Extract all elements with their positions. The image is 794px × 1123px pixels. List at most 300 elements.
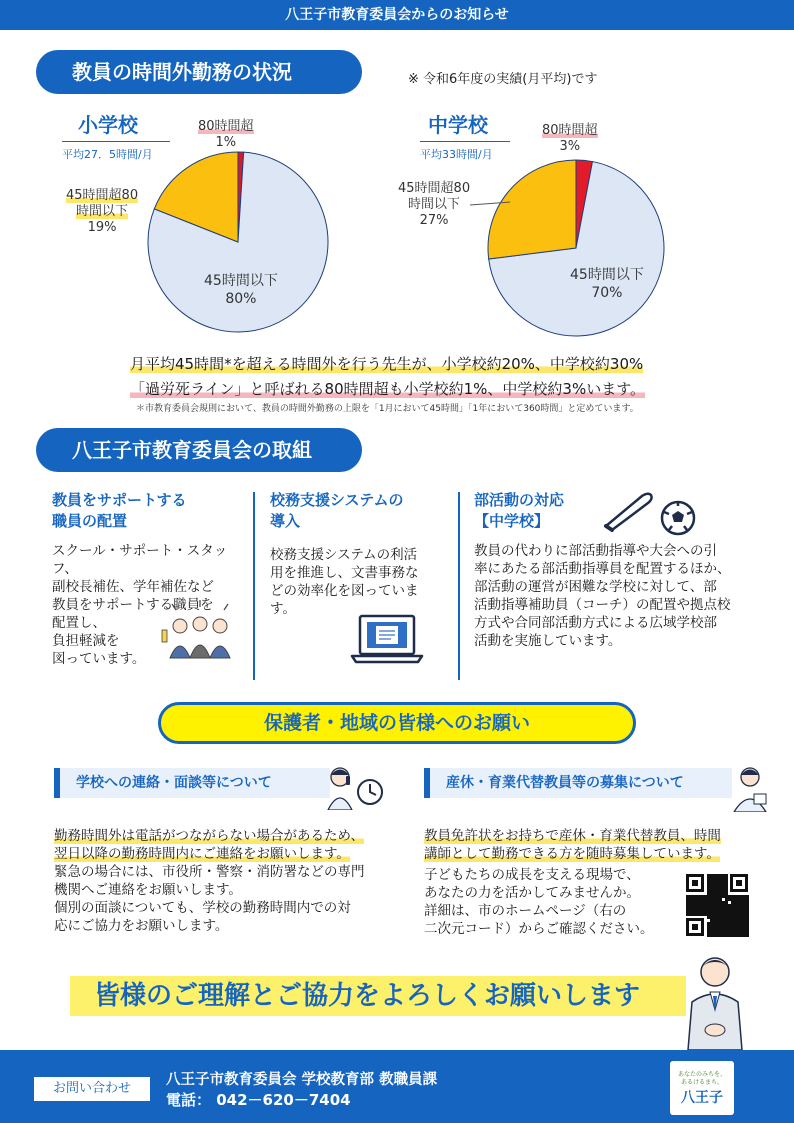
qr-module [737,898,740,901]
qr-module [740,898,743,901]
qr-module [713,928,716,931]
qr-module [716,922,719,925]
qr-module [716,910,719,913]
qr-module [710,931,713,934]
qr-module [737,934,740,937]
summary-line-1: 月平均45時間*を超える時間外を行う先生が、小学校約20%、中学校約30% [130,355,644,373]
recruit-line: 講師として勤務できる方を随時募集しています。 [424,846,720,862]
qr-module [686,913,689,916]
qr-module [707,904,710,907]
qr-module [707,880,710,883]
contact-line: 緊急の場合には、市役所・警察・消防署などの専門 [54,864,365,880]
qr-module [716,895,719,898]
qr-module [722,904,725,907]
qr-module [692,907,695,910]
initiative-club-title1: 部活動の対応 [474,491,565,509]
qr-module [737,910,740,913]
qr-module [746,922,749,925]
qr-module [710,916,713,919]
qr-module [725,892,728,895]
qr-module [722,931,725,934]
qr-module [707,877,710,880]
junior-over80-pct: 3% [559,139,581,154]
overtime-footnote: ＊市教育委員会規則において、教員の時間外勤務の上限を「1月において45時間」「1年において360時間」と定めています。 [136,404,639,414]
qr-module [728,910,731,913]
qr-module [743,919,746,922]
qr-module [737,916,740,919]
qr-module [740,895,743,898]
recruit-line: 詳細は、市のホームページ（右の [424,903,627,919]
qr-module [713,919,716,922]
qr-module [743,895,746,898]
qr-module [719,922,722,925]
qr-module [731,931,734,934]
contact-line: 機関へご連絡をお願いします。 [54,882,242,898]
qr-module [743,934,746,937]
qr-module [746,904,749,907]
qr-module [725,913,728,916]
qr-module [746,925,749,928]
qr-module [689,895,692,898]
qr-module [728,916,731,919]
qr-module [713,901,716,904]
qr-module [686,898,689,901]
elementary-mid-text1: 45時間超80 [66,188,139,203]
logo-tagline-1: あなたのみちを、 [677,1071,726,1078]
qr-module [707,892,710,895]
qr-module [704,913,707,916]
qr-module [725,883,728,886]
qr-module [728,907,731,910]
recruit-paragraph-1 [424,827,721,863]
qr-module [722,886,725,889]
qr-module [707,907,710,910]
qr-module [734,907,737,910]
qr-module [716,925,719,928]
qr-module [713,934,716,937]
qr-module [728,934,731,937]
contact-line: 個別の面談についても、学校の勤務時間内での対 [54,900,351,916]
qr-module [707,928,710,931]
qr-module [710,874,713,877]
qr-module [725,922,728,925]
qr-module [740,934,743,937]
initiative-club-line: 活動を実施しています。 [474,633,622,649]
qr-module [725,874,728,877]
qr-module [686,895,689,898]
qr-module [701,904,704,907]
qr-module [716,931,719,934]
qr-module [725,925,728,928]
qr-module [689,913,692,916]
qr-module [728,928,731,931]
qr-module [689,901,692,904]
qr-module [719,904,722,907]
qr-module [743,916,746,919]
contact-label: お問い合わせ [34,1077,150,1101]
qr-module [719,880,722,883]
junior-low-text: 45時間以下 [570,267,644,283]
qr-module [734,895,737,898]
qr-module [722,928,725,931]
junior-average: 平均33時間/月 [420,141,510,162]
qr-module [719,913,722,916]
qr-module [722,934,725,937]
initiative-staff-line: 副校長補佐、学年補佐など [52,579,214,595]
overtime-heading: 教員の時間外勤務の状況 [36,50,362,94]
qr-module [710,913,713,916]
qr-module [716,886,719,889]
initiative-system-line: す。 [270,601,296,617]
qr-module [710,925,713,928]
junior-pie-slices [488,160,664,336]
qr-module [707,895,710,898]
qr-module [695,895,698,898]
qr-module [725,880,728,883]
qr-module [713,916,716,919]
elementary-over80-text: 80時間超 [198,119,254,134]
qr-module [740,925,743,928]
qr-module [740,904,743,907]
qr-module [713,880,716,883]
qr-module [740,913,743,916]
junior-over80-text: 80時間超 [542,123,598,138]
initiative-staff-line: 配置し、 [52,615,106,631]
qr-module [737,922,740,925]
qr-module [716,877,719,880]
qr-module [728,904,731,907]
qr-module [734,931,737,934]
qr-module [722,913,725,916]
qr-module [731,919,734,922]
initiative-system-line: どの効率化を図っていま [270,583,419,599]
qr-module [719,919,722,922]
qr-module [713,895,716,898]
qr-module [704,910,707,913]
initiatives-divider-2 [458,492,460,680]
qr-module [716,880,719,883]
qr-module [734,901,737,904]
qr-module [713,907,716,910]
teacher-person-icon [728,764,772,812]
qr-module [716,916,719,919]
qr-module [722,916,725,919]
qr-module [731,934,734,937]
qr-module [710,886,713,889]
qr-module [710,904,713,907]
qr-module [719,907,722,910]
qr-module [698,895,701,898]
initiatives-heading: 八王子市教育委員会の取組 [36,428,362,472]
qr-module [692,910,695,913]
qr-module [710,883,713,886]
qr-module [731,895,734,898]
qr-module [731,898,734,901]
qr-module [716,874,719,877]
qr-module [743,913,746,916]
qr-module [722,922,725,925]
junior-mid-text1: 45時間超80 [398,181,471,196]
recruit-line: 二次元コード）からご確認ください。 [424,921,654,937]
qr-module [740,919,743,922]
qr-module [713,910,716,913]
qr-module [716,898,719,901]
qr-module [701,907,704,910]
qr-module [722,889,725,892]
qr-module [710,892,713,895]
initiative-staff-line: 図っています。 [52,651,146,667]
qr-module [695,904,698,907]
qr-module [716,883,719,886]
qr-module [746,901,749,904]
qr-module [734,916,737,919]
qr-module [698,901,701,904]
closing-message: 皆様のご理解とご協力をよろしくお願いします [70,976,686,1016]
qr-module [743,925,746,928]
qr-module [725,898,728,901]
staff-team-illustration-icon [160,600,242,660]
qr-module [710,922,713,925]
qr-module [716,892,719,895]
qr-module [746,919,749,922]
qr-module [713,925,716,928]
initiative-club-line: 部活動の運営が困難な学校に対して、部 [474,579,717,595]
initiative-club-line: 率にあたる部活動指導員を配置するほか、 [474,561,731,577]
qr-module [731,907,734,910]
qr-module [713,904,716,907]
qr-module [743,931,746,934]
qr-module [710,910,713,913]
qr-module [740,901,743,904]
qr-module [731,910,734,913]
qr-module [707,916,710,919]
qr-module [698,907,701,910]
qr-module [701,901,704,904]
qr-module [728,931,731,934]
initiative-staff-line: 教員をサポートする職員を [52,597,214,613]
qr-module [704,904,707,907]
elementary-average: 平均27．5時間/月 [62,141,170,162]
qr-module [695,910,698,913]
elementary-mid-text2: 時間以下 [76,204,129,219]
initiative-club-line: 活動指導補助員（コーチ）の配置や拠点校 [474,597,731,613]
qr-module [746,934,749,937]
qr-module [689,904,692,907]
qr-module [725,916,728,919]
junior-low-pct: 70% [591,285,623,301]
recruit-subhead: 産休・育業代替教員等の募集について [424,768,732,798]
qr-module [737,928,740,931]
qr-module [722,919,725,922]
qr-module [722,925,725,928]
initiative-staff-title2: 職員の配置 [52,512,128,530]
qr-module [710,919,713,922]
qr-module [728,895,731,898]
qr-module [719,886,722,889]
soccer-ball-icon [660,500,696,536]
qr-module [737,913,740,916]
qr-module [707,901,710,904]
qr-module [704,898,707,901]
qr-module [701,910,704,913]
qr-module [716,901,719,904]
contact-paragraph-2 [54,863,365,935]
qr-module [713,931,716,934]
qr-module [725,910,728,913]
logo-tagline [670,1061,734,1087]
qr-module [719,925,722,928]
qr-module [731,901,734,904]
qr-module [692,904,695,907]
qr-module [725,928,728,931]
qr-module [719,889,722,892]
junior-title: 中学校 [428,113,488,137]
qr-module [740,916,743,919]
initiatives-divider-1 [253,492,255,680]
qr-module [719,892,722,895]
qr-module [725,895,728,898]
qr-module [707,922,710,925]
qr-module [719,916,722,919]
qr-module [689,907,692,910]
request-heading: 保護者・地域の皆様へのお願い [158,702,636,744]
qr-module [725,934,728,937]
qr-module [728,925,731,928]
qr-module [686,910,689,913]
footer-organization: 八王子市教育委員会 学校教育部 教職員課 [166,1072,438,1088]
period-note: ※ 令和6年度の実績(月平均)です [408,72,598,87]
qr-module [713,886,716,889]
contact-subhead: 学校への連絡・面談等について [54,768,330,798]
qr-module [734,898,737,901]
summary-line-2: 「過労死ライン」と呼ばれる80時間超も小学校約1%、中学校約3%います。 [130,380,646,398]
qr-module [719,910,722,913]
recruit-line: 子どもたちの成長を支える現場で、 [424,867,640,883]
qr-module [722,892,725,895]
qr-module [716,904,719,907]
qr-module [707,910,710,913]
qr-module [716,934,719,937]
qr-module [725,877,728,880]
elementary-low-label [204,272,278,308]
qr-module [725,901,728,904]
qr-module [737,919,740,922]
junior-mid-pct: 27% [419,213,449,228]
qr-module [707,889,710,892]
qr-module [713,892,716,895]
qr-module [710,928,713,931]
qr-module [698,910,701,913]
qr-module [707,874,710,877]
contact-line: 翌日以降の勤務時間内にご連絡をお願いします。 [54,846,350,862]
qr-module [686,907,689,910]
logo-name: 八王子 [681,1090,723,1106]
qr-module [719,883,722,886]
qr-module [746,928,749,931]
qr-module [734,922,737,925]
qr-module [746,916,749,919]
qr-module [746,913,749,916]
qr-module [734,925,737,928]
junior-mid-text2: 時間以下 [408,197,461,212]
qr-module [731,925,734,928]
qr-module [689,910,692,913]
qr-module [746,910,749,913]
junior-low-label [570,266,644,302]
qr-module [704,907,707,910]
qr-module [725,931,728,934]
recruit-line: 教員免許状をお持ちで産休・育業代替教員、時間 [424,828,721,844]
overtime-summary [130,352,645,402]
contact-line: 勤務時間外は電話がつながらない場合があるため、 [54,828,364,844]
qr-module [719,928,722,931]
qr-module [746,898,749,901]
qr-module [725,886,728,889]
phone-call-person-icon [324,764,386,810]
qr-module [728,919,731,922]
contact-paragraph-1 [54,827,364,863]
qr-module [707,883,710,886]
qr-module [704,901,707,904]
qr-module [743,904,746,907]
qr-module [731,904,734,907]
qr-module [740,907,743,910]
qr-module [716,907,719,910]
recruit-line: あなたの力を活かしてみませんか。 [424,885,640,901]
qr-module [716,889,719,892]
qr-module [734,934,737,937]
elementary-title: 小学校 [78,113,138,137]
footer-phone[interactable]: 電話： 042－620－7404 [166,1091,351,1109]
qr-module [725,907,728,910]
qr-module [710,934,713,937]
junior-pie-chart [486,158,666,338]
qr-module [743,928,746,931]
logo-tagline-2: あるけるまち。 [680,1079,723,1086]
qr-module [731,922,734,925]
qr-module [713,898,716,901]
qr-module [701,898,704,901]
header-banner: 八王子市教育委員会からのお知らせ [0,0,794,30]
qr-module [722,910,725,913]
qr-module [713,883,716,886]
qr-module [734,928,737,931]
qr-module [713,889,716,892]
qr-module [695,898,698,901]
qr-module [734,913,737,916]
elementary-low-text: 45時間以下 [204,273,278,289]
qr-module [737,901,740,904]
qr-module [734,910,737,913]
qr-module [725,889,728,892]
initiative-system-line: 用を推進し、文書事務な [270,565,419,581]
qr-module [707,898,710,901]
initiative-system-title1: 校務支援システムの [270,491,404,509]
qr-module [743,907,746,910]
junior-mid-label [398,181,470,229]
contact-line: 応にご協力をお願いします。 [54,918,229,934]
qr-code-icon[interactable] [684,872,750,938]
qr-module [722,907,725,910]
qr-module [722,901,725,904]
qr-module [725,919,728,922]
qr-module [740,910,743,913]
qr-module [740,928,743,931]
qr-module [698,913,701,916]
qr-module [707,925,710,928]
initiative-system-title2: 導入 [270,512,301,530]
qr-module [737,895,740,898]
